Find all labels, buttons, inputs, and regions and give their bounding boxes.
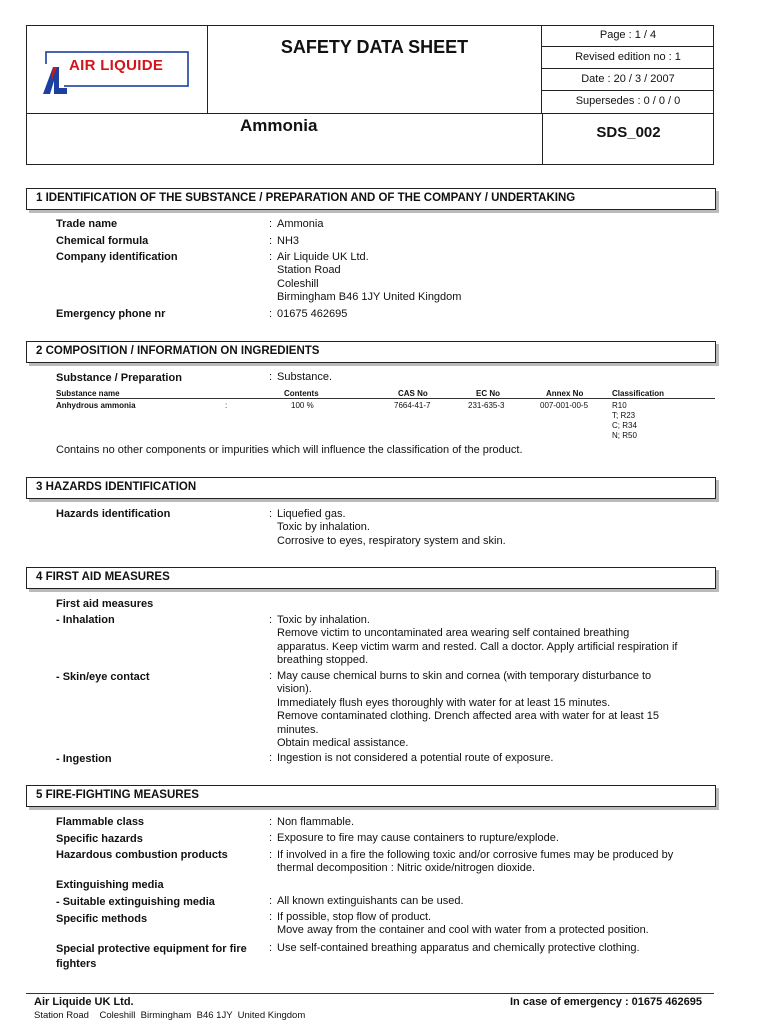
hazard-line: Corrosive to eyes, respiratory system and skin. bbox=[277, 534, 506, 547]
method-line: If possible, stop flow of product. bbox=[277, 911, 432, 923]
colon: : bbox=[269, 849, 273, 861]
row-ec: 231-635-3 bbox=[468, 401, 505, 410]
inhalation-line: apparatus. Keep victim warm and rested. Call a doctor. Apply artificial respiration if bbox=[277, 640, 678, 653]
skin-line: vision). bbox=[277, 683, 312, 696]
skin-eye-label: - Skin/eye contact bbox=[56, 671, 150, 683]
method-line: Move away from the container and cool with water from a protected position. bbox=[277, 924, 649, 937]
company-line: Air Liquide UK Ltd. bbox=[277, 251, 369, 263]
ingestion-label: - Ingestion bbox=[56, 753, 112, 765]
company-line: Birmingham B46 1JY United Kingdom bbox=[277, 291, 462, 304]
page-number: Page : 1 / 4 bbox=[542, 25, 714, 47]
colon: : bbox=[269, 614, 273, 626]
logo-text: AIR LIQUIDE bbox=[69, 57, 164, 74]
substance-label: Substance / Preparation bbox=[56, 372, 182, 384]
emergency-phone-label: Emergency phone nr bbox=[56, 308, 166, 320]
revised-edition: Revised edition no : 1 bbox=[542, 47, 714, 69]
footer-divider bbox=[26, 993, 714, 994]
flammable-class-value: Non flammable. bbox=[277, 816, 355, 828]
specific-methods-value bbox=[277, 911, 717, 938]
supersedes: Supersedes : 0 / 0 / 0 bbox=[575, 95, 681, 107]
company-line: Coleshill bbox=[277, 277, 319, 290]
skin-line: Remove contaminated clothing. Drench affected area with water for at least 15 bbox=[277, 710, 659, 723]
classification-line: N; R50 bbox=[612, 431, 637, 440]
emergency-phone-value: 01675 462695 bbox=[277, 308, 348, 320]
section-1-title: 1 IDENTIFICATION OF THE SUBSTANCE / PREPARATION AND OF THE COMPANY / UNDERTAKING bbox=[26, 188, 716, 210]
footer-company: Air Liquide UK Ltd. bbox=[34, 996, 134, 1008]
company-id-value bbox=[277, 251, 717, 305]
specific-methods-label: Specific methods bbox=[56, 913, 148, 925]
specific-hazards-value: Exposure to fire may cause containers to rupture/explode. bbox=[277, 832, 559, 844]
inhalation-value bbox=[277, 614, 717, 668]
document-title: SAFETY DATA SHEET bbox=[208, 25, 542, 113]
colon: : bbox=[269, 235, 273, 247]
combustion-line: thermal decomposition : Nitric oxide/nitrogen dioxide. bbox=[277, 862, 536, 875]
row-cas: 7664-41-7 bbox=[394, 401, 431, 410]
ppe-value: Use self-contained breathing apparatus and chemically protective clothing. bbox=[277, 942, 640, 954]
ppe-label-line: Special protective equipment for fire bbox=[56, 943, 247, 955]
chemical-formula-label: Chemical formula bbox=[56, 235, 149, 247]
inhalation-line: Remove victim to uncontaminated area wearing self contained breathing bbox=[277, 627, 630, 640]
combustion-products-label: Hazardous combustion products bbox=[56, 849, 228, 861]
skin-line: minutes. bbox=[277, 723, 319, 736]
suitable-media-value: All known extinguishants can be used. bbox=[277, 895, 464, 907]
colon: : bbox=[269, 895, 273, 907]
extinguishing-media-heading: Extinguishing media bbox=[56, 879, 164, 891]
trade-name-value: Ammonia bbox=[277, 218, 324, 230]
substance-value: Substance. bbox=[277, 371, 333, 383]
ingestion-value: Ingestion is not considered a potential route of exposure. bbox=[277, 752, 554, 764]
composition-note: Contains no other components or impurities which will influence the classification of the product. bbox=[56, 444, 523, 456]
combustion-line: If involved in a fire the following toxic and/or corrosive fumes may be produced by bbox=[277, 849, 674, 861]
col-annex: Annex No bbox=[546, 389, 584, 398]
section-2-title: 2 COMPOSITION / INFORMATION ON INGREDIENTS bbox=[26, 341, 716, 363]
trade-name-label: Trade name bbox=[56, 218, 118, 230]
inhalation-label: - Inhalation bbox=[56, 614, 115, 626]
section-5-title: 5 FIRE-FIGHTING MEASURES bbox=[26, 785, 716, 807]
col-contents: Contents bbox=[284, 389, 319, 398]
footer-emergency: In case of emergency : 01675 462695 bbox=[510, 996, 703, 1008]
section-4-title: 4 FIRST AID MEASURES bbox=[26, 567, 716, 589]
row-colon: : bbox=[225, 401, 228, 410]
colon: : bbox=[269, 218, 273, 230]
colon: : bbox=[269, 251, 273, 263]
hazards-label: Hazards identification bbox=[56, 508, 171, 520]
inhalation-line: breathing stopped. bbox=[277, 654, 369, 667]
specific-hazards-label: Specific hazards bbox=[56, 833, 143, 845]
skin-line: Immediately flush eyes thoroughly with water for at least 15 minutes. bbox=[277, 696, 611, 709]
company-line: Station Road bbox=[277, 264, 341, 277]
hazard-line: Toxic by inhalation. bbox=[277, 521, 370, 534]
classification-line: C; R34 bbox=[612, 421, 637, 430]
sds-id: SDS_002 bbox=[542, 113, 714, 165]
suitable-media-label: - Suitable extinguishing media bbox=[56, 896, 215, 908]
inhalation-line: Toxic by inhalation. bbox=[277, 614, 370, 626]
colon: : bbox=[269, 942, 273, 954]
colon: : bbox=[269, 832, 273, 844]
classification-line: T; R23 bbox=[612, 411, 636, 420]
ppe-label bbox=[56, 942, 247, 972]
flammable-class-label: Flammable class bbox=[56, 816, 145, 828]
table-rule bbox=[56, 398, 715, 399]
row-classification bbox=[612, 401, 637, 441]
col-classification: Classification bbox=[612, 389, 665, 398]
row-name: Anhydrous ammonia bbox=[56, 401, 136, 410]
first-aid-heading: First aid measures bbox=[56, 598, 154, 610]
colon: : bbox=[269, 670, 273, 682]
combustion-products-value bbox=[277, 849, 717, 876]
colon: : bbox=[269, 816, 273, 828]
colon: : bbox=[269, 371, 273, 383]
section-3-title: 3 HAZARDS IDENTIFICATION bbox=[26, 477, 716, 499]
colon: : bbox=[269, 911, 273, 923]
footer-address: Station Road Coleshill Birmingham B46 1JY United Kingdom bbox=[34, 1010, 306, 1021]
row-contents: 100 % bbox=[291, 401, 314, 410]
colon: : bbox=[269, 308, 273, 320]
col-cas: CAS No bbox=[398, 389, 428, 398]
product-name: Ammonia bbox=[240, 116, 318, 135]
revision-date: Date : 20 / 3 / 2007 bbox=[542, 69, 714, 91]
skin-line: Obtain medical assistance. bbox=[277, 737, 409, 750]
colon: : bbox=[269, 752, 273, 764]
hazards-value bbox=[277, 508, 717, 548]
col-ec: EC No bbox=[476, 389, 500, 398]
col-substance-name: Substance name bbox=[56, 389, 120, 398]
classification-line: R10 bbox=[612, 401, 627, 410]
skin-line: May cause chemical burns to skin and cornea (with temporary disturbance to bbox=[277, 670, 652, 682]
ppe-label-line: fighters bbox=[56, 958, 97, 970]
chemical-formula-value: NH3 bbox=[277, 235, 300, 247]
logo-cell bbox=[26, 25, 208, 113]
company-id-label: Company identification bbox=[56, 251, 178, 263]
hazard-line: Liquefied gas. bbox=[277, 508, 346, 520]
colon: : bbox=[269, 508, 273, 520]
row-annex: 007-001-00-5 bbox=[540, 401, 589, 410]
skin-eye-value bbox=[277, 670, 717, 750]
